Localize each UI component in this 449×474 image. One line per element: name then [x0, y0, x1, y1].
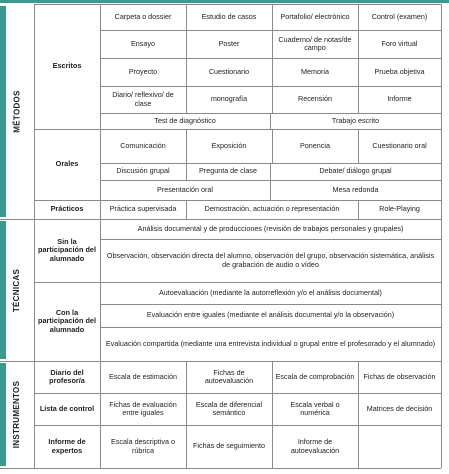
grid-line — [34, 4, 441, 5]
grid-line — [186, 361, 187, 468]
instrumento-cell: Fichas de evaluación entre iguales — [109, 399, 177, 417]
instrumento-label: Diario del profesor/a — [49, 367, 85, 385]
orales-cell: Comunicación — [120, 140, 166, 150]
escritos-cell: Informe — [387, 94, 412, 104]
instrumento-cell: Escala de comprobación — [275, 371, 355, 381]
instrumento-cell: Escala descriptiva o rúbrica — [111, 437, 175, 455]
orales-cell: Pregunta de clase — [199, 166, 257, 176]
instrumentos-section-text: INSTRUMENTOS — [12, 380, 22, 449]
grid-line — [270, 163, 271, 180]
escritos-cell: Recensión — [298, 94, 332, 104]
grid-line — [270, 113, 271, 129]
grid-line — [358, 200, 359, 219]
sin-participacion-label: Sin la participación del alumnado — [38, 236, 96, 263]
instrumento-cell — [358, 425, 441, 468]
orales-cell: Exposición — [211, 140, 247, 150]
grid-line — [358, 4, 359, 113]
grid-line — [100, 4, 101, 468]
instrumento-cell: Escala de estimación — [109, 371, 177, 381]
grid-line — [100, 327, 441, 328]
orales-label: Orales — [55, 159, 79, 169]
practicos-cell: Demostración, actuación o representación — [204, 204, 340, 214]
tecnica-cell: Evaluación compartida (mediante una entrevista individual o grupal entre el profesorado y el alumnado) — [105, 338, 436, 348]
grid-line — [358, 361, 359, 468]
grid-line — [186, 163, 187, 180]
grid-line — [272, 129, 273, 163]
instrumento-cell: Fichas de autoevaluación — [204, 367, 254, 385]
instrumento-cell: Informe de autoevaluación — [290, 437, 340, 455]
grid-line — [186, 200, 187, 219]
tecnicas-section-label — [0, 219, 34, 361]
escritos-cell: Test de diagnóstico — [154, 115, 216, 125]
escritos-cell: monografía — [210, 94, 248, 104]
grid-line — [100, 163, 441, 164]
grid-line — [100, 180, 441, 181]
orales-cell: Debate/ diálogo grupal — [319, 166, 392, 176]
tecnica-cell: Observación, observación directa del alumno, observación del grupo, observación sistemática, análisis de grabación de audio o vídeo — [106, 251, 435, 269]
instrumento-label: Lista de control — [39, 403, 95, 413]
grid-line — [100, 86, 441, 87]
orales-cell: Mesa redonda — [332, 184, 379, 194]
metodos-section-text: MÉTODOS — [12, 90, 22, 133]
grid-line — [34, 4, 35, 468]
tecnica-cell: Análisis documental y de producciones (revisión de trabajos personales y grupales) — [137, 223, 404, 233]
metodos-section-label — [0, 4, 34, 219]
grid-line — [34, 425, 441, 426]
grid-line — [0, 361, 441, 362]
grid-line — [441, 4, 442, 468]
grid-line — [100, 304, 441, 305]
grid-line — [34, 393, 441, 394]
instrumento-cell: Matrices de decisión — [366, 403, 433, 413]
escritos-label: Escritos — [52, 61, 82, 71]
instrumentos-section-label — [0, 361, 34, 468]
tecnica-cell: Evaluación entre iguales (mediante el análisis documental y/o la observación) — [146, 310, 395, 320]
tecnica-cell: Autoevaluación (mediante la autorreflexión y/o el análisis documental) — [159, 287, 382, 297]
tecnicas-section-text: TÉCNICAS — [12, 268, 22, 312]
escritos-cell: Prueba objetiva — [374, 66, 425, 76]
escritos-cell: Estudio de casos — [201, 11, 257, 21]
escritos-cell: Cuaderno/ de notas/de campo — [278, 34, 352, 52]
escritos-cell: Proyecto — [128, 66, 158, 76]
grid-line — [270, 180, 271, 200]
grid-line — [34, 282, 441, 283]
grid-line — [358, 129, 359, 163]
instrumento-cell: Fichas de observación — [363, 371, 436, 381]
escritos-cell: Cuestionario — [208, 66, 250, 76]
grid-line — [272, 361, 273, 468]
instrumento-cell: Escala de diferencial semántico — [195, 399, 263, 417]
instrumento-cell: Escala verbal o numérica — [290, 399, 340, 417]
practicos-cell: Role-Playing — [379, 204, 420, 214]
grid-line — [0, 468, 441, 469]
escritos-cell: Control (examen) — [371, 11, 428, 21]
escritos-cell: Diario/ reflexivo/ de clase — [112, 90, 174, 108]
instrumento-cell: Fichas de seguimiento — [193, 441, 265, 451]
orales-cell: Ponencia — [300, 140, 330, 150]
grid-line — [100, 30, 441, 31]
con-participacion-label: Con la participación del alumnado — [38, 307, 96, 334]
orales-cell: Presentación oral — [157, 184, 213, 194]
escritos-cell: Poster — [218, 38, 240, 48]
escritos-cell: Carpeta o dossier — [114, 11, 172, 21]
practicos-cell: Práctica supervisada — [109, 204, 177, 214]
grid-line — [186, 129, 187, 163]
evaluation-table — [0, 4, 441, 468]
grid-line — [34, 129, 441, 130]
grid-line — [0, 219, 441, 220]
escritos-cell: Foro virtual — [381, 38, 418, 48]
escritos-cell: Memoria — [301, 66, 329, 76]
orales-cell: Cuestionario oral — [372, 140, 427, 150]
practicos-label: Prácticos — [50, 204, 84, 214]
escritos-cell: Portafolio/ electrónico — [280, 11, 350, 21]
escritos-cell: Ensayo — [131, 38, 155, 48]
grid-line — [186, 4, 187, 113]
grid-line — [100, 113, 441, 114]
grid-line — [272, 4, 273, 113]
orales-cell: Discusión grupal — [116, 166, 170, 176]
escritos-cell: Trabajo escrito — [331, 115, 380, 125]
grid-line — [100, 239, 441, 240]
grid-line — [34, 200, 441, 201]
grid-line — [100, 58, 441, 59]
instrumento-label: Informe de expertos — [48, 437, 86, 455]
